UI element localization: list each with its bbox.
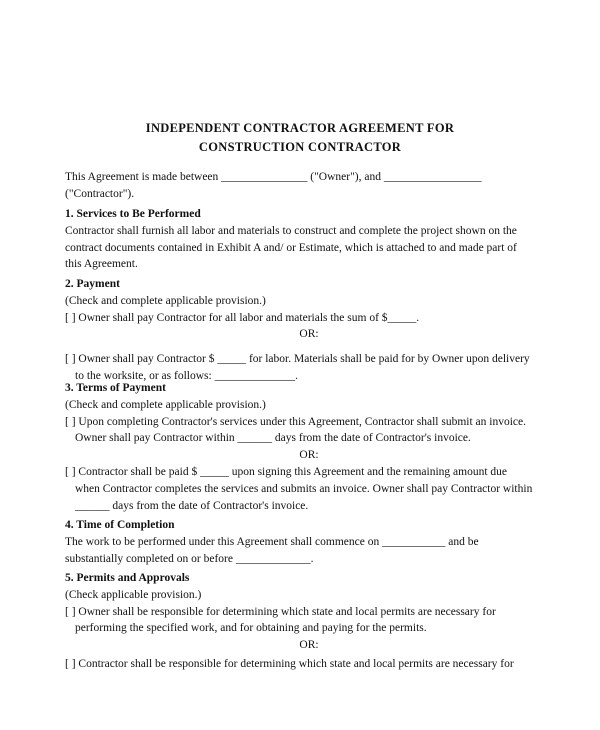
or-separator: OR: xyxy=(299,328,319,341)
section-payment xyxy=(65,276,545,385)
section-heading: 3. Terms of Payment xyxy=(65,382,166,394)
completion-line-1: The work to be performed under this Agreement shall commence on ___________ and be xyxy=(65,535,479,548)
permits-option-1-line-1: [ ] Owner shall be responsible for determining which state and local permits are necessary for xyxy=(65,605,496,618)
terms-option-2-line-1: [ ] Contractor shall be paid $ _____ upon signing this Agreement and the remaining amount due xyxy=(65,465,508,478)
payment-option-1: [ ] Owner shall pay Contractor for all labor and materials the sum of $_____. xyxy=(65,311,420,324)
paragraph-line: this Agreement. xyxy=(65,258,138,271)
or-separator: OR: xyxy=(299,449,319,462)
section-heading: 1. Services to Be Performed xyxy=(65,208,201,220)
paragraph-line: contract documents contained in Exhibit A and/ or Estimate, which is attached to and made part of xyxy=(65,241,517,254)
payment-option-2-line-2: to the worksite, or as follows: ______________. xyxy=(75,369,298,382)
terms-option-2-line-2: when Contractor completes the services and submits an invoice. Owner shall pay Contractor within xyxy=(75,482,533,495)
terms-option-1-line-1: [ ] Upon completing Contractor's services under this Agreement, Contractor shall submit an invoice. xyxy=(65,415,527,428)
section-note: (Check applicable provision.) xyxy=(65,588,202,601)
intro-line-1: This Agreement is made between _______________ ("Owner"), and _________________ xyxy=(65,171,482,183)
terms-option-2-line-3: ______ days from the date of Contractor's invoice. xyxy=(75,499,309,512)
section-terms-of-payment xyxy=(65,380,545,514)
document-title-line-1: INDEPENDENT CONTRACTOR AGREEMENT FOR xyxy=(145,121,455,135)
paragraph-line: Contractor shall furnish all labor and materials to construct and complete the project shown on the xyxy=(65,224,517,237)
permits-option-2-line-1: [ ] Contractor shall be responsible for determining which state and local permits are necessary for xyxy=(65,657,514,670)
intro-line-2: ("Contractor"). xyxy=(65,187,135,200)
or-separator: OR: xyxy=(299,639,319,652)
section-time-of-completion xyxy=(65,517,545,567)
terms-option-1-line-2: Owner shall pay Contractor within ______ days from the date of Contractor's invoice. xyxy=(75,432,471,445)
payment-option-2-line-1: [ ] Owner shall pay Contractor $ _____ for labor. Materials shall be paid for by Owner upon delivery xyxy=(65,353,530,366)
document-title-line-2: CONSTRUCTION CONTRACTOR xyxy=(198,140,402,154)
section-heading: 5. Permits and Approvals xyxy=(65,572,190,584)
intro-paragraph xyxy=(65,169,545,203)
section-permits xyxy=(65,570,545,673)
section-services xyxy=(65,206,545,273)
section-heading: 2. Payment xyxy=(65,278,120,290)
permits-option-1-line-2: performing the specified work, and for obtaining and paying for the permits. xyxy=(75,622,427,635)
section-note: (Check and complete applicable provision.) xyxy=(65,294,266,307)
section-note: (Check and complete applicable provision.) xyxy=(65,398,266,411)
completion-line-2: substantially completed on or before _____________. xyxy=(65,552,314,565)
section-heading: 4. Time of Completion xyxy=(65,519,175,531)
